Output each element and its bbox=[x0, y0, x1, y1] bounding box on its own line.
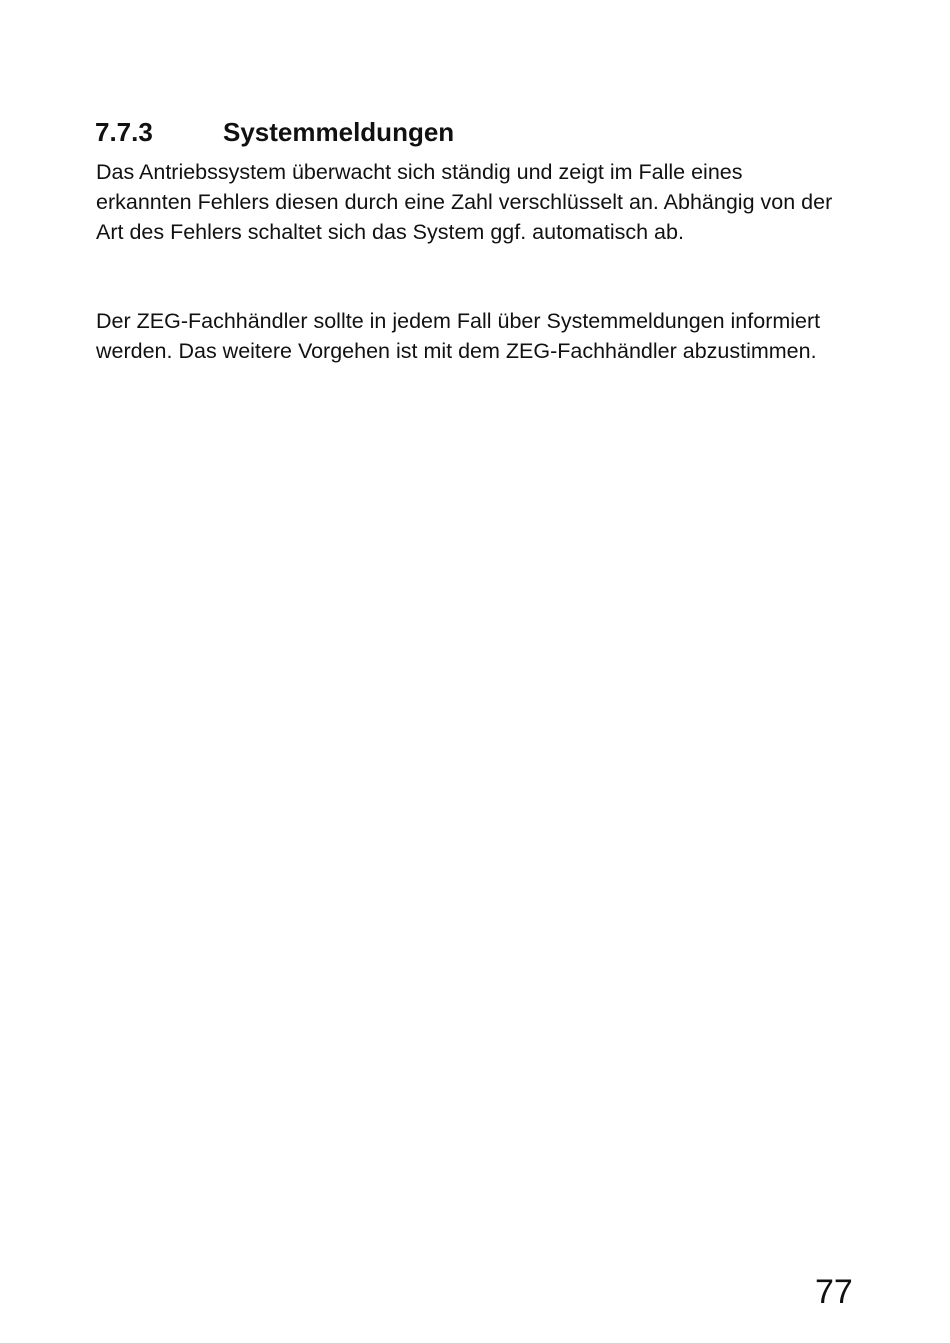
section-title: Systemmeldungen bbox=[223, 117, 455, 147]
section-heading bbox=[95, 114, 855, 150]
section-number: 7.7.3 bbox=[95, 117, 153, 147]
paragraph-system-monitoring: Das Antriebssystem überwacht sich ständig und zeigt im Falle eines erkannten Fehlers diesen durch eine Zahl verschlüsselt an. Abhängig von der Art des Fehlers schaltet sich das System ggf. automatisch ab. bbox=[96, 160, 833, 244]
paragraph-dealer-information: Der ZEG-Fachhändler sollte in jedem Fall über Systemmeldungen informiert werden. Das weitere Vorgehen ist mit dem ZEG-Fachhändler abzustimmen. bbox=[96, 309, 821, 363]
page-number: 77 bbox=[815, 1273, 853, 1311]
